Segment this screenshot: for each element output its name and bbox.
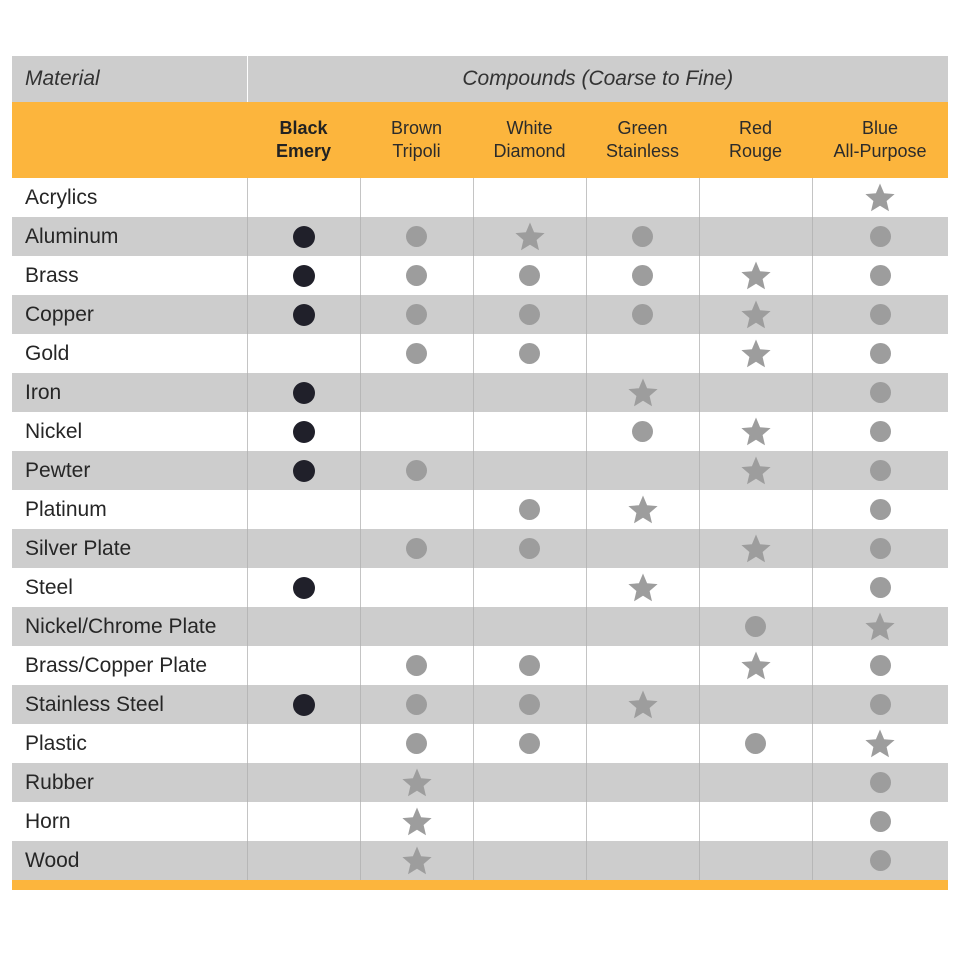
compound-cell — [586, 646, 699, 685]
compound-cell — [360, 685, 473, 724]
compound-cell — [586, 724, 699, 763]
compound-cell — [812, 217, 948, 256]
compound-cell — [812, 373, 948, 412]
compound-cell — [812, 295, 948, 334]
grey-dot-icon — [406, 460, 427, 481]
grey-dot-icon — [519, 694, 540, 715]
footer-bar — [12, 880, 948, 890]
compound-cell — [473, 412, 586, 451]
grey-star-icon — [626, 377, 660, 409]
material-name: Aluminum — [12, 217, 247, 256]
compound-cell — [812, 841, 948, 880]
grey-dot-icon — [632, 226, 653, 247]
material-name: Acrylics — [12, 178, 247, 217]
compound-cell — [473, 217, 586, 256]
compound-cell — [247, 256, 360, 295]
compound-cell — [360, 178, 473, 217]
table-row — [12, 373, 948, 412]
compounds-header: Compounds (Coarse to Fine) — [247, 56, 948, 102]
grey-dot-icon — [870, 694, 891, 715]
compound-cell — [247, 412, 360, 451]
compound-cell — [247, 529, 360, 568]
compound-table — [12, 56, 948, 890]
grey-dot-icon — [519, 733, 540, 754]
table-row — [12, 685, 948, 724]
compound-cell — [360, 763, 473, 802]
table-row — [12, 529, 948, 568]
compound-cell — [586, 763, 699, 802]
compound-cell — [473, 724, 586, 763]
compound-cell — [812, 451, 948, 490]
grey-star-icon — [863, 182, 897, 214]
material-name: Brass — [12, 256, 247, 295]
grey-star-icon — [863, 728, 897, 760]
compound-cell — [586, 295, 699, 334]
compound-cell — [812, 256, 948, 295]
grey-dot-icon — [870, 772, 891, 793]
compound-name-black-emery: Black Emery — [247, 102, 360, 178]
grey-dot-icon — [519, 538, 540, 559]
grey-dot-icon — [870, 421, 891, 442]
material-name: Plastic — [12, 724, 247, 763]
compound-cell — [473, 685, 586, 724]
grey-dot-icon — [870, 655, 891, 676]
material-name: Horn — [12, 802, 247, 841]
table-row — [12, 802, 948, 841]
compound-cell — [360, 217, 473, 256]
compound-cell — [699, 763, 812, 802]
grey-star-icon — [739, 299, 773, 331]
grey-dot-icon — [406, 343, 427, 364]
grey-dot-icon — [406, 538, 427, 559]
compound-cell — [473, 646, 586, 685]
grey-dot-icon — [870, 538, 891, 559]
table-row — [12, 256, 948, 295]
grey-star-icon — [863, 611, 897, 643]
compound-cell — [247, 568, 360, 607]
grey-star-icon — [626, 572, 660, 604]
material-name: Wood — [12, 841, 247, 880]
compound-cell — [473, 334, 586, 373]
compound-cell — [586, 256, 699, 295]
compound-name-green-stainless: Green Stainless — [586, 102, 699, 178]
compound-cell — [247, 295, 360, 334]
compound-cell — [247, 607, 360, 646]
compound-cell — [699, 412, 812, 451]
compound-cell — [586, 217, 699, 256]
compound-cell — [247, 451, 360, 490]
compound-cell — [586, 568, 699, 607]
grey-dot-icon — [870, 460, 891, 481]
grey-dot-icon — [870, 850, 891, 871]
compound-cell — [699, 256, 812, 295]
table-row — [12, 178, 948, 217]
compound-cell — [812, 646, 948, 685]
compound-cell — [360, 646, 473, 685]
compound-cell — [473, 178, 586, 217]
grey-dot-icon — [870, 343, 891, 364]
material-name: Gold — [12, 334, 247, 373]
grey-dot-icon — [870, 304, 891, 325]
compound-cell — [586, 802, 699, 841]
compound-cell — [699, 685, 812, 724]
table-row — [12, 724, 948, 763]
table-row — [12, 217, 948, 256]
compound-cell — [473, 295, 586, 334]
grey-dot-icon — [870, 265, 891, 286]
compound-cell — [586, 490, 699, 529]
grey-dot-icon — [519, 655, 540, 676]
grey-dot-icon — [870, 382, 891, 403]
compound-cell — [360, 412, 473, 451]
grey-star-icon — [739, 650, 773, 682]
compound-cell — [586, 178, 699, 217]
compound-cell — [699, 607, 812, 646]
material-name: Copper — [12, 295, 247, 334]
grey-dot-icon — [406, 265, 427, 286]
compound-cell — [586, 334, 699, 373]
grey-star-icon — [739, 416, 773, 448]
compound-cell — [360, 490, 473, 529]
compound-cell — [699, 529, 812, 568]
compound-cell — [473, 841, 586, 880]
header-row — [12, 56, 948, 102]
grey-dot-icon — [519, 304, 540, 325]
table-row — [12, 763, 948, 802]
compound-cell — [247, 802, 360, 841]
compound-cell — [812, 178, 948, 217]
compound-cell — [586, 373, 699, 412]
table-row — [12, 490, 948, 529]
compound-cell — [473, 451, 586, 490]
compound-cell — [812, 412, 948, 451]
compound-cell — [812, 529, 948, 568]
compound-cell — [812, 724, 948, 763]
compound-cell — [586, 607, 699, 646]
compound-cell — [699, 295, 812, 334]
grey-star-icon — [626, 494, 660, 526]
compound-cell — [699, 568, 812, 607]
compound-cell — [586, 412, 699, 451]
material-header: Material — [12, 56, 247, 102]
material-name: Brass/Copper Plate — [12, 646, 247, 685]
grey-dot-icon — [870, 577, 891, 598]
compound-cell — [360, 373, 473, 412]
table-row — [12, 607, 948, 646]
grey-star-icon — [739, 338, 773, 370]
grey-dot-icon — [406, 304, 427, 325]
compound-cell — [812, 607, 948, 646]
table-row — [12, 841, 948, 880]
compound-cell — [473, 607, 586, 646]
material-name: Nickel/Chrome Plate — [12, 607, 247, 646]
grey-star-icon — [400, 806, 434, 838]
compound-name-blank — [12, 102, 247, 178]
black-dot-icon — [293, 226, 315, 248]
material-name: Nickel — [12, 412, 247, 451]
grey-dot-icon — [406, 733, 427, 754]
grey-star-icon — [400, 845, 434, 877]
compound-cell — [586, 529, 699, 568]
grey-star-icon — [739, 260, 773, 292]
compound-cell — [473, 763, 586, 802]
black-dot-icon — [293, 304, 315, 326]
compound-cell — [699, 490, 812, 529]
compound-cell — [247, 373, 360, 412]
compound-cell — [812, 763, 948, 802]
grey-dot-icon — [632, 304, 653, 325]
compound-cell — [247, 490, 360, 529]
compound-cell — [247, 724, 360, 763]
material-name: Stainless Steel — [12, 685, 247, 724]
black-dot-icon — [293, 265, 315, 287]
black-dot-icon — [293, 694, 315, 716]
compound-cell — [473, 256, 586, 295]
compound-name-red-rouge: Red Rouge — [699, 102, 812, 178]
compound-cell — [247, 217, 360, 256]
grey-dot-icon — [870, 499, 891, 520]
compound-cell — [812, 685, 948, 724]
grey-star-icon — [626, 689, 660, 721]
compound-name-brown-tripoli: Brown Tripoli — [360, 102, 473, 178]
compound-cell — [360, 724, 473, 763]
grey-star-icon — [739, 455, 773, 487]
compound-cell — [473, 490, 586, 529]
material-name: Silver Plate — [12, 529, 247, 568]
compound-cell — [699, 373, 812, 412]
compound-cell — [699, 646, 812, 685]
grey-dot-icon — [632, 421, 653, 442]
table-row — [12, 451, 948, 490]
compound-cell — [699, 724, 812, 763]
compound-name-white-diamond: White Diamond — [473, 102, 586, 178]
compound-name-blue-all-purpose: Blue All-Purpose — [812, 102, 948, 178]
grey-star-icon — [739, 533, 773, 565]
compound-cell — [360, 334, 473, 373]
table-row — [12, 568, 948, 607]
compound-cell — [473, 529, 586, 568]
compound-cell — [247, 841, 360, 880]
table-row — [12, 646, 948, 685]
grey-dot-icon — [406, 694, 427, 715]
compound-cell — [473, 802, 586, 841]
material-name: Pewter — [12, 451, 247, 490]
compound-cell — [699, 217, 812, 256]
material-name: Iron — [12, 373, 247, 412]
compound-cell — [473, 373, 586, 412]
grey-dot-icon — [519, 343, 540, 364]
compound-cell — [812, 568, 948, 607]
grey-dot-icon — [519, 499, 540, 520]
compound-cell — [360, 841, 473, 880]
black-dot-icon — [293, 577, 315, 599]
compound-cell — [812, 334, 948, 373]
compound-cell — [360, 451, 473, 490]
compound-cell — [247, 178, 360, 217]
table-row — [12, 295, 948, 334]
grey-dot-icon — [745, 733, 766, 754]
compound-cell — [699, 334, 812, 373]
material-name: Platinum — [12, 490, 247, 529]
table-row — [12, 334, 948, 373]
compound-cell — [586, 451, 699, 490]
material-name: Steel — [12, 568, 247, 607]
compound-cell — [586, 841, 699, 880]
compound-names-row — [12, 102, 948, 178]
grey-dot-icon — [519, 265, 540, 286]
material-rows — [12, 178, 948, 880]
compound-cell — [699, 841, 812, 880]
grey-dot-icon — [745, 616, 766, 637]
compound-cell — [360, 607, 473, 646]
grey-dot-icon — [870, 226, 891, 247]
compound-cell — [812, 802, 948, 841]
compound-cell — [247, 646, 360, 685]
compound-cell — [812, 490, 948, 529]
compound-cell — [360, 802, 473, 841]
compound-cell — [247, 334, 360, 373]
compound-cell — [360, 529, 473, 568]
grey-star-icon — [400, 767, 434, 799]
black-dot-icon — [293, 382, 315, 404]
compound-cell — [699, 178, 812, 217]
black-dot-icon — [293, 421, 315, 443]
compound-cell — [247, 685, 360, 724]
compound-cell — [360, 568, 473, 607]
grey-star-icon — [513, 221, 547, 253]
table-row — [12, 412, 948, 451]
compound-cell — [360, 256, 473, 295]
grey-dot-icon — [406, 226, 427, 247]
black-dot-icon — [293, 460, 315, 482]
compound-cell — [473, 568, 586, 607]
compound-cell — [699, 451, 812, 490]
grey-dot-icon — [632, 265, 653, 286]
material-name: Rubber — [12, 763, 247, 802]
compound-cell — [247, 763, 360, 802]
compound-cell — [360, 295, 473, 334]
grey-dot-icon — [406, 655, 427, 676]
compound-cell — [586, 685, 699, 724]
grey-dot-icon — [870, 811, 891, 832]
compound-cell — [699, 802, 812, 841]
